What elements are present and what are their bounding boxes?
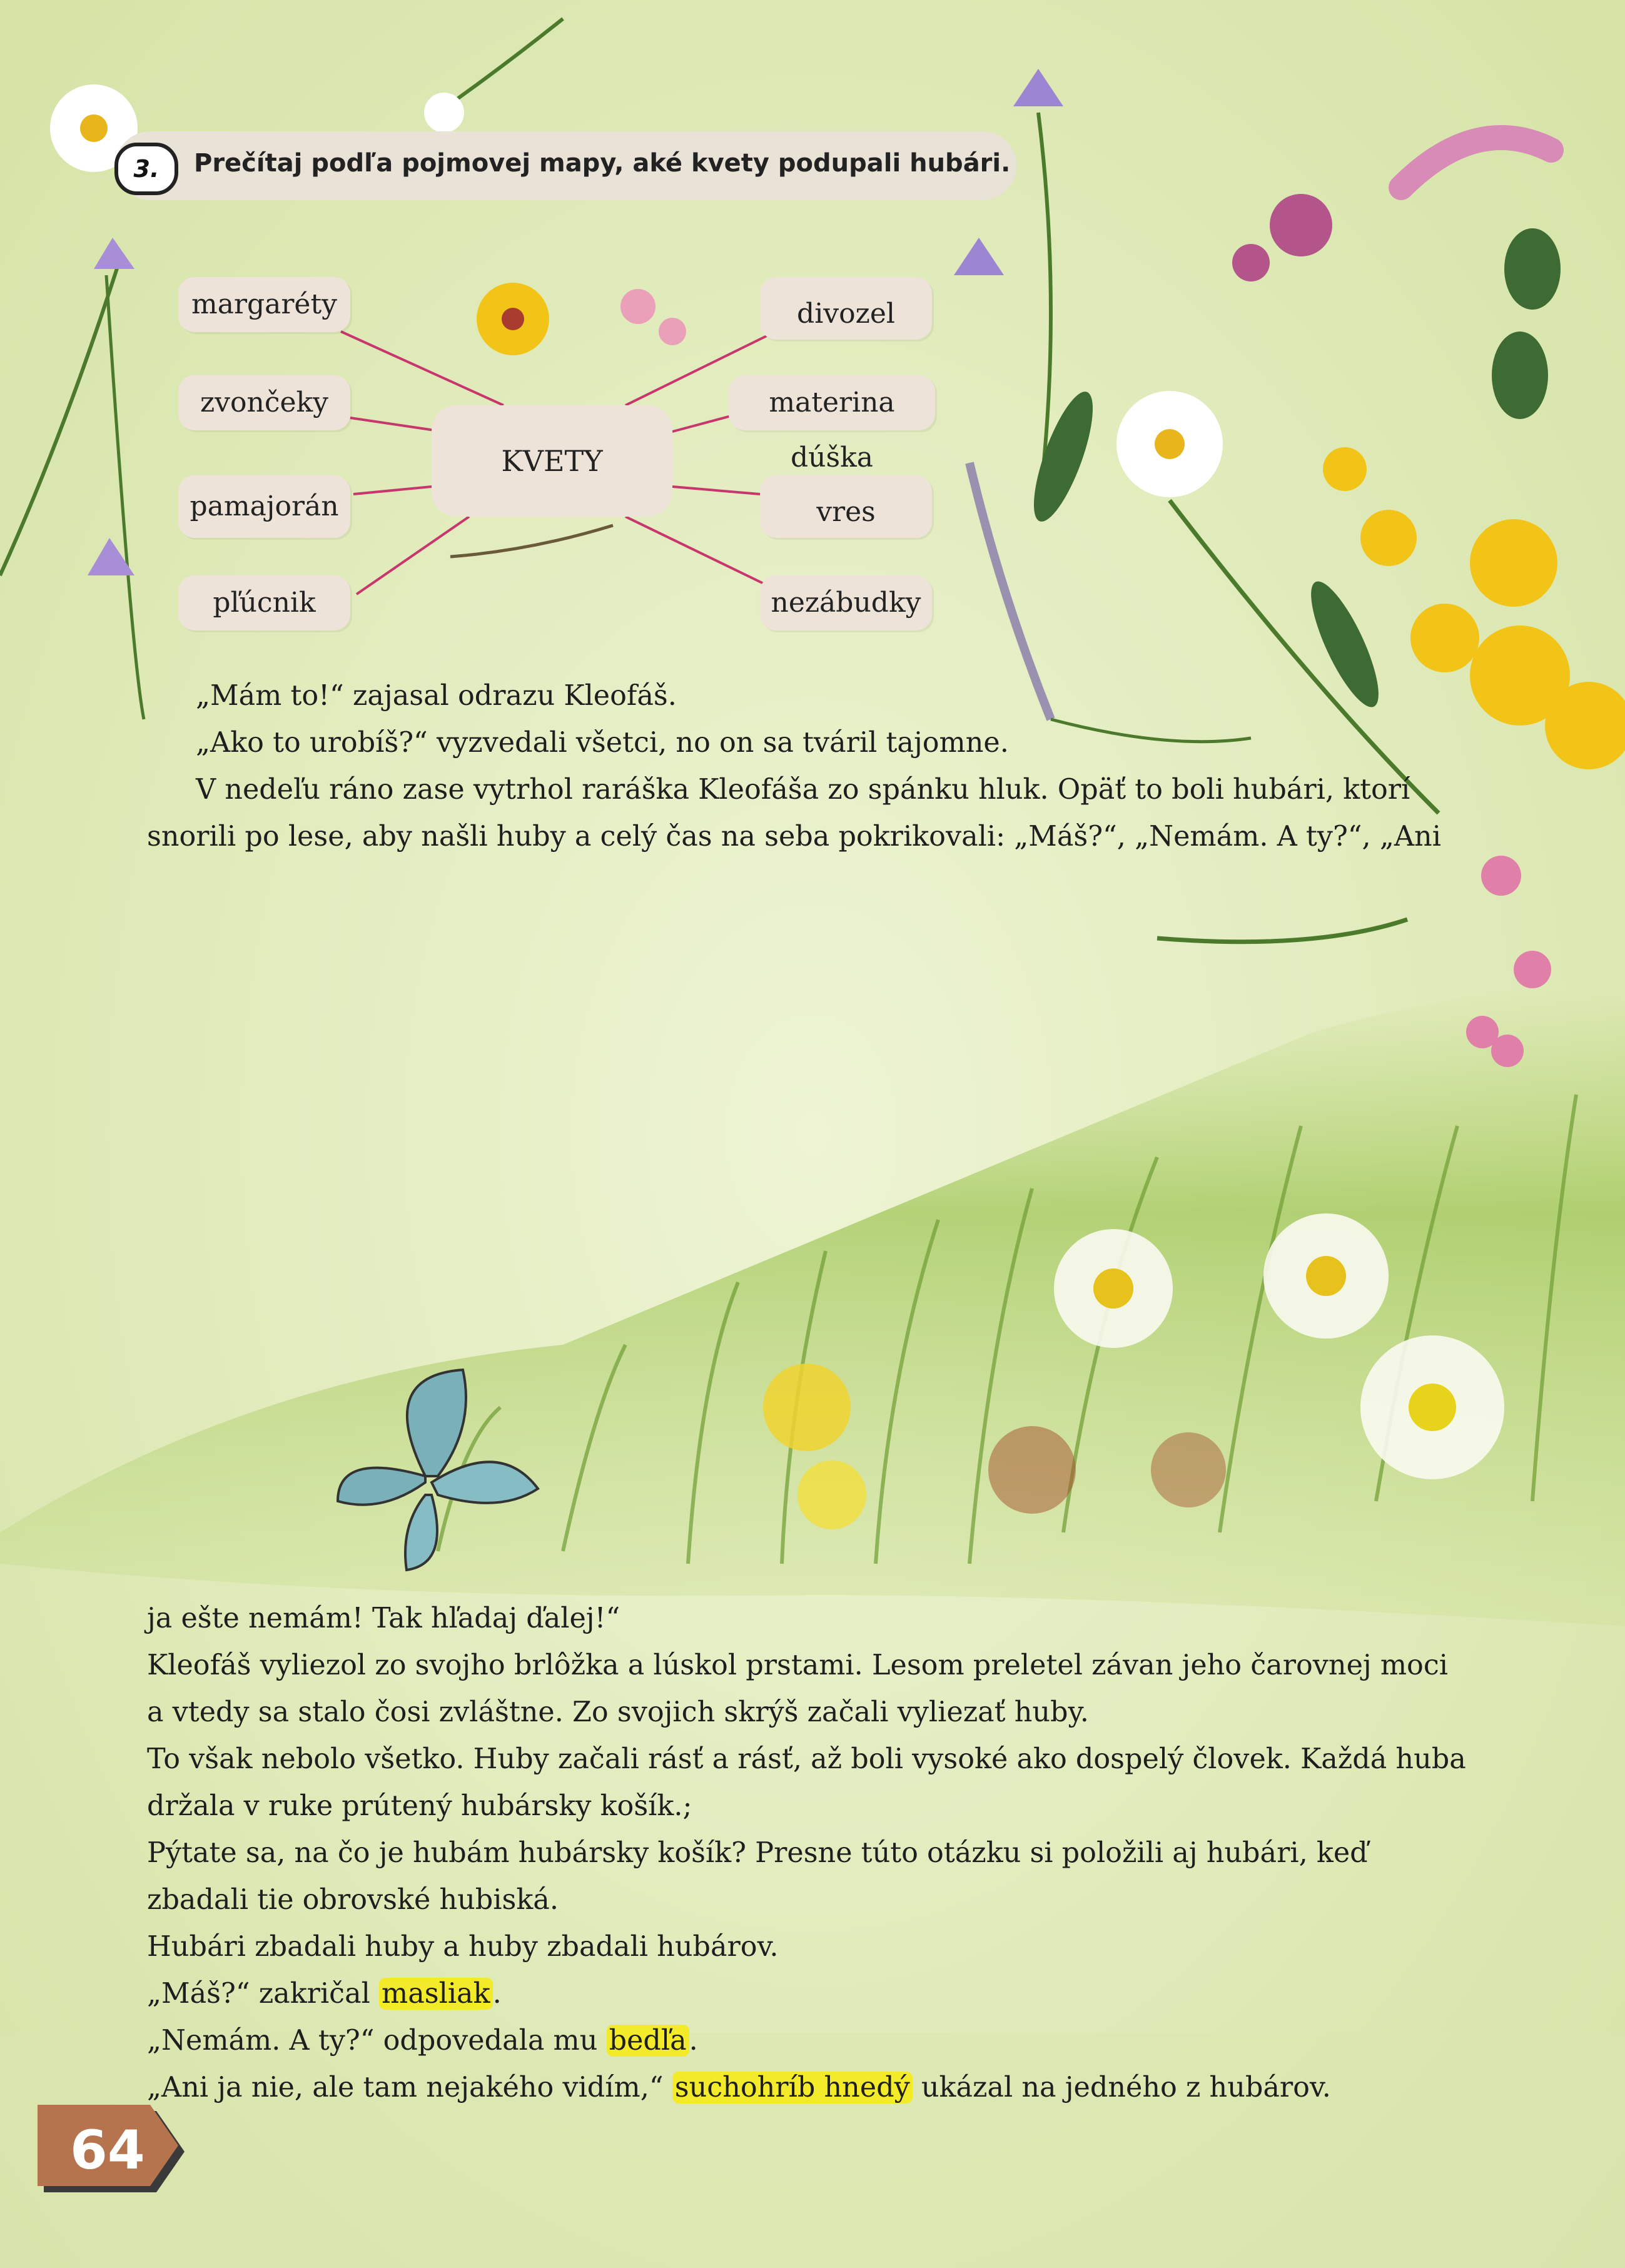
concept-node-pamajoran: pamajorán	[178, 475, 350, 538]
connector-vres	[672, 487, 760, 494]
connector-plucnik	[357, 517, 469, 594]
story-line: Kleofáš vyliezol zo svojho brlôžka a lúskol prstami. Lesom preletel závan jeho čarovnej moci	[147, 1649, 1448, 1681]
highlight-suchohrib-hnedy: suchohríb hnedý	[672, 2072, 913, 2103]
dialogue-text: .	[689, 2025, 698, 2057]
dialogue-line-bedla	[147, 2017, 1473, 2064]
dialogue-text: ukázal na jedného z hubárov.	[921, 2072, 1331, 2103]
story-line: zbadali tie obrovské hubiská.	[147, 1884, 559, 1916]
task-number: 3.	[114, 143, 178, 195]
dialogue-line-masliak	[147, 1970, 1473, 2017]
story-text-bottom	[147, 1595, 1473, 2111]
connector-nezabudky	[625, 517, 766, 585]
concept-node-zvoncky: zvončeky	[178, 375, 350, 430]
story-line: „Mám to!“ zajasal odrazu Kleofáš.	[196, 680, 677, 712]
connector-zvoncky	[350, 418, 435, 430]
page-number: 64	[70, 2119, 145, 2182]
highlight-bedla: bedľa	[607, 2025, 689, 2057]
concept-node-margarety: margaréty	[178, 277, 350, 332]
concept-node-plucnik: pľúcnik	[178, 575, 350, 630]
dialogue-text: „Ani ja nie, ale tam nejakého vidím,“	[147, 2072, 664, 2103]
story-text-top	[147, 672, 1473, 860]
concept-map-center: KVETY	[432, 405, 672, 517]
story-line: držala v ruke prútený hubársky košík.;	[147, 1790, 692, 1822]
dialogue-text: .	[492, 1978, 502, 2010]
connector-pamajoran	[353, 487, 432, 494]
dialogue-text: „Nemám. A ty?“ odpovedala mu	[147, 2025, 598, 2057]
story-line: „Ako to urobíš?“ vyzvedali všetci, no on sa tváril tajomne.	[196, 727, 1009, 759]
concept-node-nezabudky: nezábudky	[760, 575, 932, 630]
story-line: Pýtate sa, na čo je hubám hubársky košík? Presne túto otázku si položili aj hubári, keď	[147, 1837, 1368, 1869]
dialogue-text: „Máš?“ zakričal	[147, 1978, 370, 2010]
story-line: a vtedy sa stalo čosi zvláštne. Zo svojich skrýš začali vyliezať huby.	[147, 1696, 1089, 1728]
story-line: snorili po lese, aby našli huby a celý čas na seba pokrikovali: „Máš?“, „Nemám. A ty?“, „Ani	[147, 821, 1441, 853]
dialogue-line-suchohrib	[147, 2064, 1473, 2111]
story-line: To však nebolo všetko. Huby začali rásť a rásť, až boli vysoké ako dospelý človek. Každá huba	[147, 1743, 1466, 1775]
concept-node-divozel: divozel	[760, 277, 932, 340]
story-line: ja ešte nemám! Tak hľadaj ďalej!“	[147, 1602, 620, 1634]
connector-margarety	[341, 332, 504, 405]
task-instruction: Prečítaj podľa pojmovej mapy, aké kvety podupali hubári.	[194, 149, 1011, 178]
highlight-masliak: masliak	[379, 1978, 493, 2010]
concept-node-materina-duska: materina dúška	[729, 375, 935, 430]
story-line: V nedeľu ráno zase vytrhol raráška Kleofáša zo spánku hluk. Opäť to boli hubári, ktorí	[196, 774, 1410, 806]
concept-node-vres: vres	[760, 475, 932, 538]
story-line: Hubári zbadali huby a huby zbadali hubárov.	[147, 1931, 779, 1963]
